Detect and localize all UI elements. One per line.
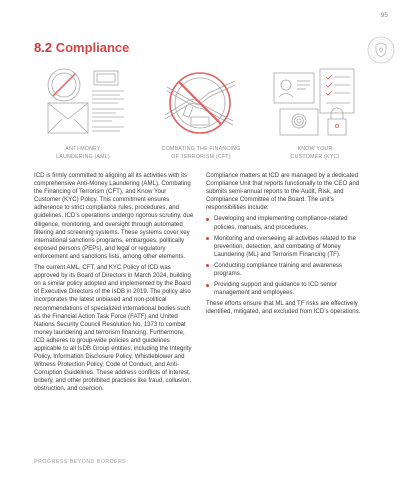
caption-cft (146, 146, 256, 161)
caption-aml-line2: LAUNDERING (AML) (56, 153, 110, 160)
caption-cft-line2: OF TERRORISM (CFT) (171, 153, 231, 160)
right-column (206, 172, 368, 320)
page-number: 95 (380, 12, 388, 19)
footer-tagline: PROGRESS BEYOND BORDERS (34, 459, 127, 465)
list-item-text: Conducting compliance training and awareness programs. (214, 261, 343, 278)
money-envelope-illustration (34, 63, 132, 143)
section-title: Compliance (55, 40, 130, 55)
shield-badge-icon (367, 36, 395, 64)
bullet-icon (206, 284, 209, 287)
bullet-icon (206, 218, 209, 221)
list-item-text: Providing support and guidance to ICD senior management and employees. (214, 281, 337, 297)
list-item (206, 262, 368, 278)
caption-aml-line1: ANTI-MONEY (65, 146, 101, 152)
section-number: 8.2 (34, 40, 53, 55)
prohibited-weapons-illustration (151, 63, 249, 143)
identity-documents-illustration (266, 63, 364, 143)
bullet-icon (206, 264, 209, 267)
body-paragraph: The current AML, CFT, and KYC Policy of ICD was approved by its Board of Directors in March 2024, building on a similar policy adopted and implemented by the Board of Executive Directors of the IsDB in 2019. The policy also incorporates the latest unbiased and non-political recommendations of specialized international bodies such as the Financial Action Task Force (FATF) and United Nations Security Council Resolution No. 1373 to combat money laundering and terrorism financing. Furthermore, ICD adheres to group-wide policies and guidelines applicable to all IsDB Group entities, including the Integrity Policy, Information Disclosure Policy, Whistleblower and Witness Protection Policy, Code of Conduct, and Anti-Corruption Guidelines. These address conflicts of interest, bribery, and other prohibited practices like fraud, collusion, obstruction, and coercion. (34, 264, 192, 393)
compliance-closing: These efforts ensure that ML and TF risks are effectively identified, mitigated, and excluded from ICD’s operations. (206, 300, 361, 316)
compliance-intro: Compliance matters at ICD are managed by a dedicated Compliance Unit that reports functionally to the CEO and submits semi-annual reports to the Audit, Risk, and Compliance Committee of the Board. The unit’s responsibilities include: (206, 172, 360, 212)
caption-aml (28, 146, 138, 161)
list-item-text: Monitoring and overseeing all activities related to the prevention, detection, and combating of Money Laundering (ML) and Terrorism Financing (TF). (214, 234, 356, 258)
responsibilities-list (206, 215, 368, 297)
caption-cft-line1: COMBATING THE FINANCING (161, 146, 241, 152)
section-heading (34, 40, 129, 55)
caption-kyc-line1: KNOW YOUR (297, 146, 333, 152)
list-item (206, 281, 368, 297)
bullet-icon (206, 237, 209, 240)
list-item (206, 215, 368, 231)
caption-kyc (260, 146, 370, 161)
list-item (206, 235, 368, 259)
body-paragraph: ICD is firmly committed to aligning all its activities with its comprehensive Anti-Money Laundering (AML), Combating the Financing of Terrorism (CFT), and Know Your Customer (KYC) Policy. This commitment ensures adherence to strict compliance rules, procedures, and guidelines. ICD’s operations undergo rigorous scrutiny, due diligence, monitoring, and oversight through automated filtering and screening systems. These systems cover key international sanctions programs, embargoes, politically exposed persons (PEPs), and legal or regulatory enforcement and sanctions lists, among other elements. (34, 172, 194, 260)
list-item-text: Developing and implementing compliance-related policies, manuals, and procedures. (214, 215, 348, 231)
left-column (34, 172, 194, 397)
caption-kyc-line2: CUSTOMER (KYC) (290, 153, 340, 160)
